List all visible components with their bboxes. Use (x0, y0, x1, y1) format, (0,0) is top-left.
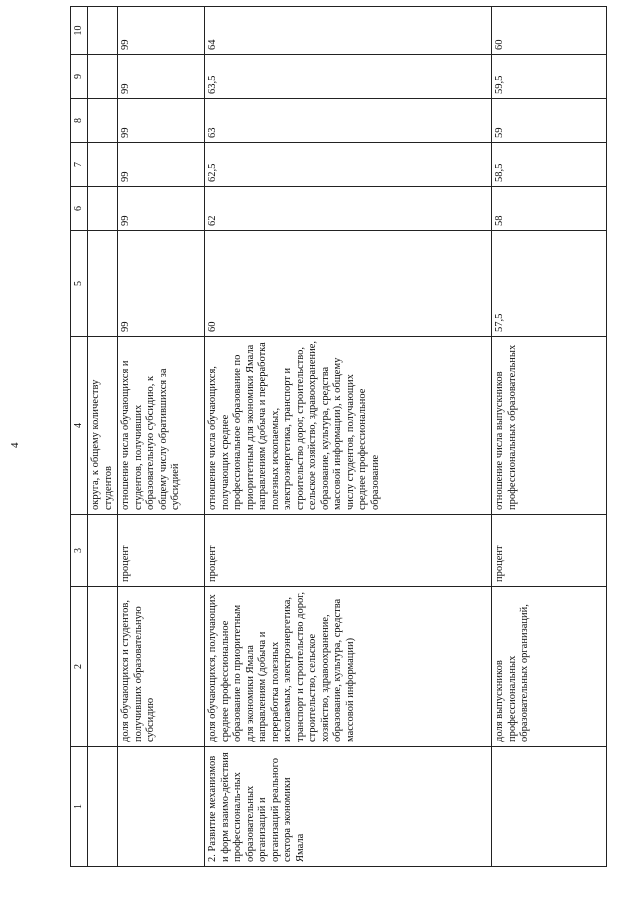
cell-value: 59,5 (492, 55, 607, 99)
page-number: 4 (9, 442, 21, 448)
cell-value: 64 (205, 7, 492, 55)
col-header: 6 (71, 187, 88, 231)
cell-goal: 2. Развитие механизмов и форм взаимо-действия профессиональ-ных образовательных организаций и организаций реального сектора экономики Ямала (205, 747, 492, 867)
cell-unit: процент (205, 515, 492, 587)
cell-value (88, 55, 118, 99)
cell-unit: процент (118, 515, 205, 587)
col-header: 9 (71, 55, 88, 99)
col-header: 7 (71, 143, 88, 187)
cell-value: 99 (118, 143, 205, 187)
rotated-page (70, 25, 594, 867)
cell-value: 60 (492, 7, 607, 55)
cell-value: 63,5 (205, 55, 492, 99)
col-header: 1 (71, 747, 88, 867)
col-header: 8 (71, 99, 88, 143)
col-header: 10 (71, 7, 88, 55)
col-header: 2 (71, 587, 88, 747)
col-header: 4 (71, 337, 88, 515)
cell-value: 62,5 (205, 143, 492, 187)
cell-indicator: доля выпускников профессиональных образовательных организаций, (492, 587, 607, 747)
cell-unit (88, 515, 118, 587)
cell-value (88, 187, 118, 231)
cell-unit: процент (492, 515, 607, 587)
cell-value (88, 7, 118, 55)
cell-value: 58,5 (492, 143, 607, 187)
cell-method: отношение числа обучающихся, получающих среднее профессиональное образование по приоритетным для экономики Ямала направлениям (добыча и переработка полезных ископаемых, электроэнергетика, транспорт и строительство дорог, строительство, сельское хозяйство, здравоохранение, образование, культура, средства массовой информации), к общему числу студентов, получающих среднее профессиональное образование (205, 337, 492, 515)
cell-value: 60 (205, 231, 492, 337)
cell-goal (88, 747, 118, 867)
cell-value (88, 231, 118, 337)
table-row (88, 7, 118, 867)
cell-method: округа, к общему количеству студентов (88, 337, 118, 515)
cell-value: 99 (118, 231, 205, 337)
cell-value: 99 (118, 55, 205, 99)
cell-value: 63 (205, 99, 492, 143)
cell-goal (118, 747, 205, 867)
cell-value (88, 143, 118, 187)
cell-value: 58 (492, 187, 607, 231)
col-header: 5 (71, 231, 88, 337)
table-row (118, 7, 205, 867)
cell-value: 99 (118, 99, 205, 143)
cell-value: 62 (205, 187, 492, 231)
indicators-table (70, 6, 607, 867)
cell-indicator: доля обучающихся и студентов, получивших образовательную субсидию (118, 587, 205, 747)
cell-indicator (88, 587, 118, 747)
cell-indicator: доля обучающихся, получающих среднее профессиональное образование по приоритетным для экономики Ямала направлениям (добыча и переработка полезных ископаемых, электроэнергетика, транспорт и строительство дорог, строительство, сельское хозяйство, здравоохранение, образование, культура, средства массовой информации) (205, 587, 492, 747)
table-row (205, 7, 492, 867)
cell-method: отношение числа выпускников профессиональных образовательных (492, 337, 607, 515)
cell-value: 99 (118, 7, 205, 55)
cell-value: 59 (492, 99, 607, 143)
cell-value: 99 (118, 187, 205, 231)
cell-value (88, 99, 118, 143)
cell-goal (492, 747, 607, 867)
col-header: 3 (71, 515, 88, 587)
header-row (71, 7, 88, 867)
table-row (492, 7, 607, 867)
cell-method: отношение числа обучающихся и студентов, получивших образовательную субсидию, к общему числу обратившихся за субсидией (118, 337, 205, 515)
cell-value: 57,5 (492, 231, 607, 337)
